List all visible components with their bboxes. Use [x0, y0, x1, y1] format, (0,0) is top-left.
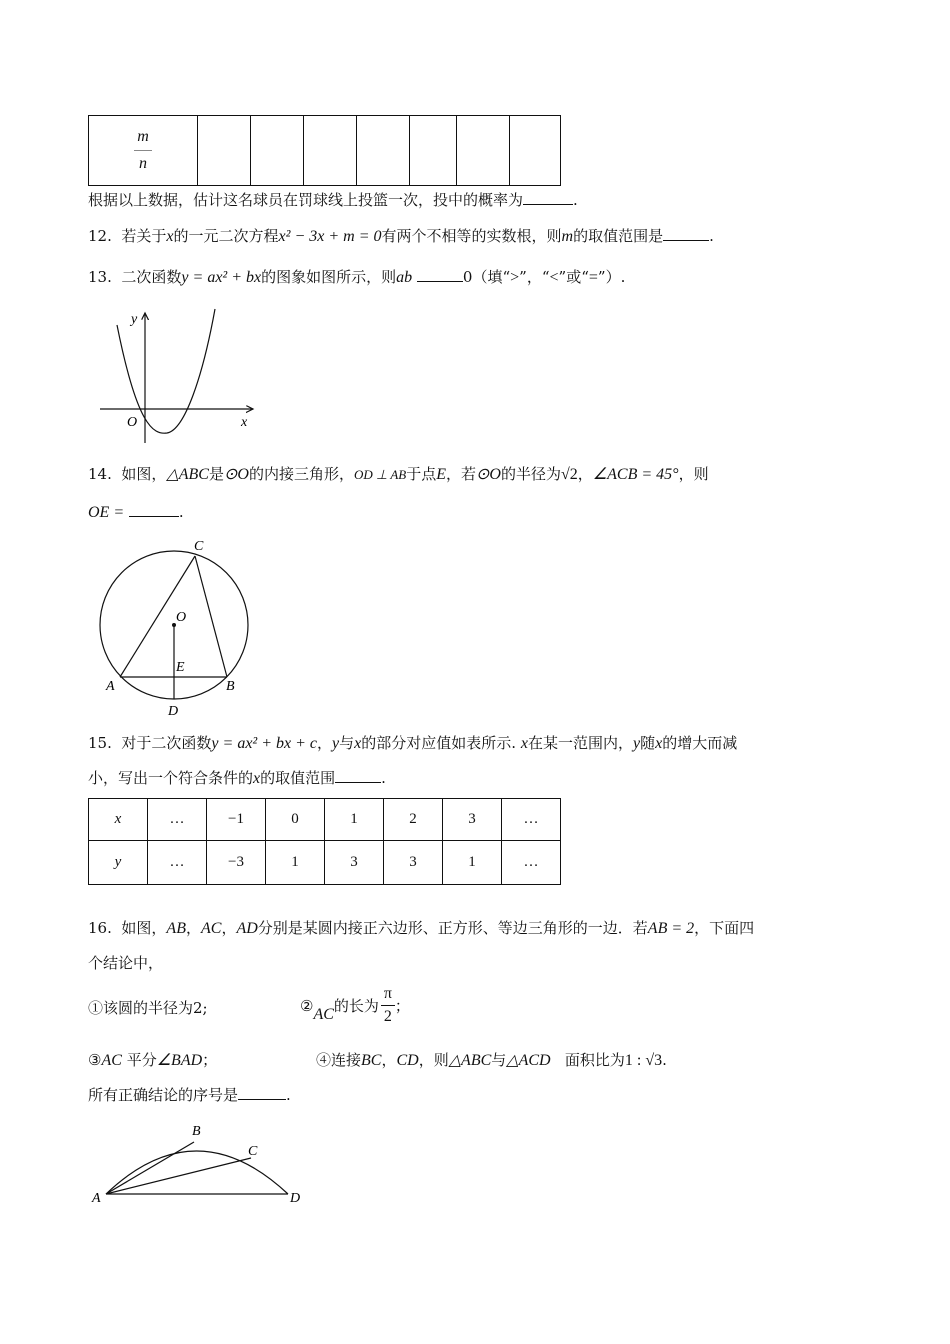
- table-cell: 3: [325, 841, 384, 885]
- answer-blank: [335, 768, 381, 783]
- answer-blank: [417, 267, 463, 282]
- label-c: C: [248, 1144, 258, 1159]
- table-cell: y: [89, 841, 148, 885]
- table-cell: …: [502, 799, 561, 841]
- label-a: A: [92, 1191, 101, 1206]
- header-denominator: n: [139, 155, 147, 172]
- answer-blank: [523, 190, 573, 205]
- frequency-cell: [198, 116, 251, 186]
- answer-blank: [663, 226, 709, 241]
- table-cell: 2: [384, 799, 443, 841]
- table-cell: x: [89, 799, 148, 841]
- table-cell: …: [148, 841, 207, 885]
- frequency-cell: [510, 116, 561, 186]
- table-cell: 0: [266, 799, 325, 841]
- arc-chords-figure: [88, 1118, 318, 1213]
- question-16-line2: 个结论中，: [88, 954, 164, 972]
- conclusion-4: ④连接BC，CD，则△ABC与△ACD 面积比为1 : √3.: [316, 1051, 667, 1069]
- table-row: [89, 841, 561, 885]
- label-c: C: [194, 539, 204, 554]
- frequency-header: [89, 116, 198, 186]
- fraction-denominator: 2: [383, 1008, 392, 1025]
- question-13: 13. 二次函数y = ax² + bx的图象如图所示，则ab 0（填“>”，“<”或“=”）.: [88, 268, 626, 286]
- header-numerator: m: [137, 128, 149, 145]
- conclusion-3: ③AC 平分∠BAD；: [88, 1051, 218, 1069]
- frequency-cell: [457, 116, 510, 186]
- y-axis-label: y: [131, 312, 138, 327]
- label-b: B: [226, 679, 235, 694]
- answer-blank: [238, 1085, 286, 1100]
- parabola-figure: [95, 305, 265, 445]
- table-cell: 1: [443, 841, 502, 885]
- question-14: 14. 如图，△ABC是⊙O的内接三角形，OD ⊥ AB于点E，若⊙O的半径为√2，∠ACB = 45°，则: [88, 465, 709, 483]
- table-cell: 3: [384, 841, 443, 885]
- question-16-final: 所有正确结论的序号是 .: [88, 1086, 291, 1104]
- table-cell: −1: [207, 799, 266, 841]
- segment-bc: [195, 556, 227, 677]
- fraction-numerator: π: [383, 985, 392, 1002]
- label-e: E: [176, 660, 185, 675]
- q11-tail: 根据以上数据，估计这名球员在罚球线上投篮一次，投中的概率为 .: [88, 191, 578, 209]
- chord-ab: [106, 1142, 194, 1194]
- frequency-cell: [251, 116, 304, 186]
- circle-triangle-figure: [90, 535, 260, 720]
- label-o: O: [176, 610, 187, 625]
- question-15-line2: 小，写出一个符合条件的x的取值范围 .: [88, 769, 386, 787]
- table-row: [89, 799, 561, 841]
- answer-blank: [129, 502, 179, 517]
- conclusion-2: ② AC 的长为 $\frac{\pi}{2}$ ；: [300, 985, 410, 1025]
- table-cell: 3: [443, 799, 502, 841]
- table-cell: 1: [266, 841, 325, 885]
- frequency-cell: [357, 116, 410, 186]
- x-axis-label: x: [241, 415, 248, 430]
- table-cell: …: [502, 841, 561, 885]
- question-16: 16. 如图，AB，AC，AD分别是某圆内接正六边形、正方形、等边三角形的一边．若AB = 2，下面四: [88, 919, 755, 937]
- table-cell: −3: [207, 841, 266, 885]
- origin-label: O: [127, 415, 138, 430]
- value-table: [88, 798, 561, 885]
- question-12: 12. 若关于x的一元二次方程x² − 3x + m = 0有两个不相等的实数根，则m的取值范围是 .: [88, 227, 714, 245]
- table-cell: …: [148, 799, 207, 841]
- question-15: 15. 对于二次函数y = ax² + bx + c，y与x的部分对应值如表所示. x在某一范围内，y随x的增大而减: [88, 734, 738, 752]
- label-d: D: [290, 1191, 301, 1206]
- table-cell: 1: [325, 799, 384, 841]
- label-b: B: [192, 1124, 201, 1139]
- frequency-cell: [304, 116, 357, 186]
- conclusion-1: ①该圆的半径为2;: [88, 999, 208, 1017]
- label-d: D: [168, 704, 179, 719]
- question-14-line2: OE = .: [88, 503, 184, 521]
- label-a: A: [106, 679, 115, 694]
- frequency-cell: [410, 116, 457, 186]
- frequency-table: [88, 115, 561, 186]
